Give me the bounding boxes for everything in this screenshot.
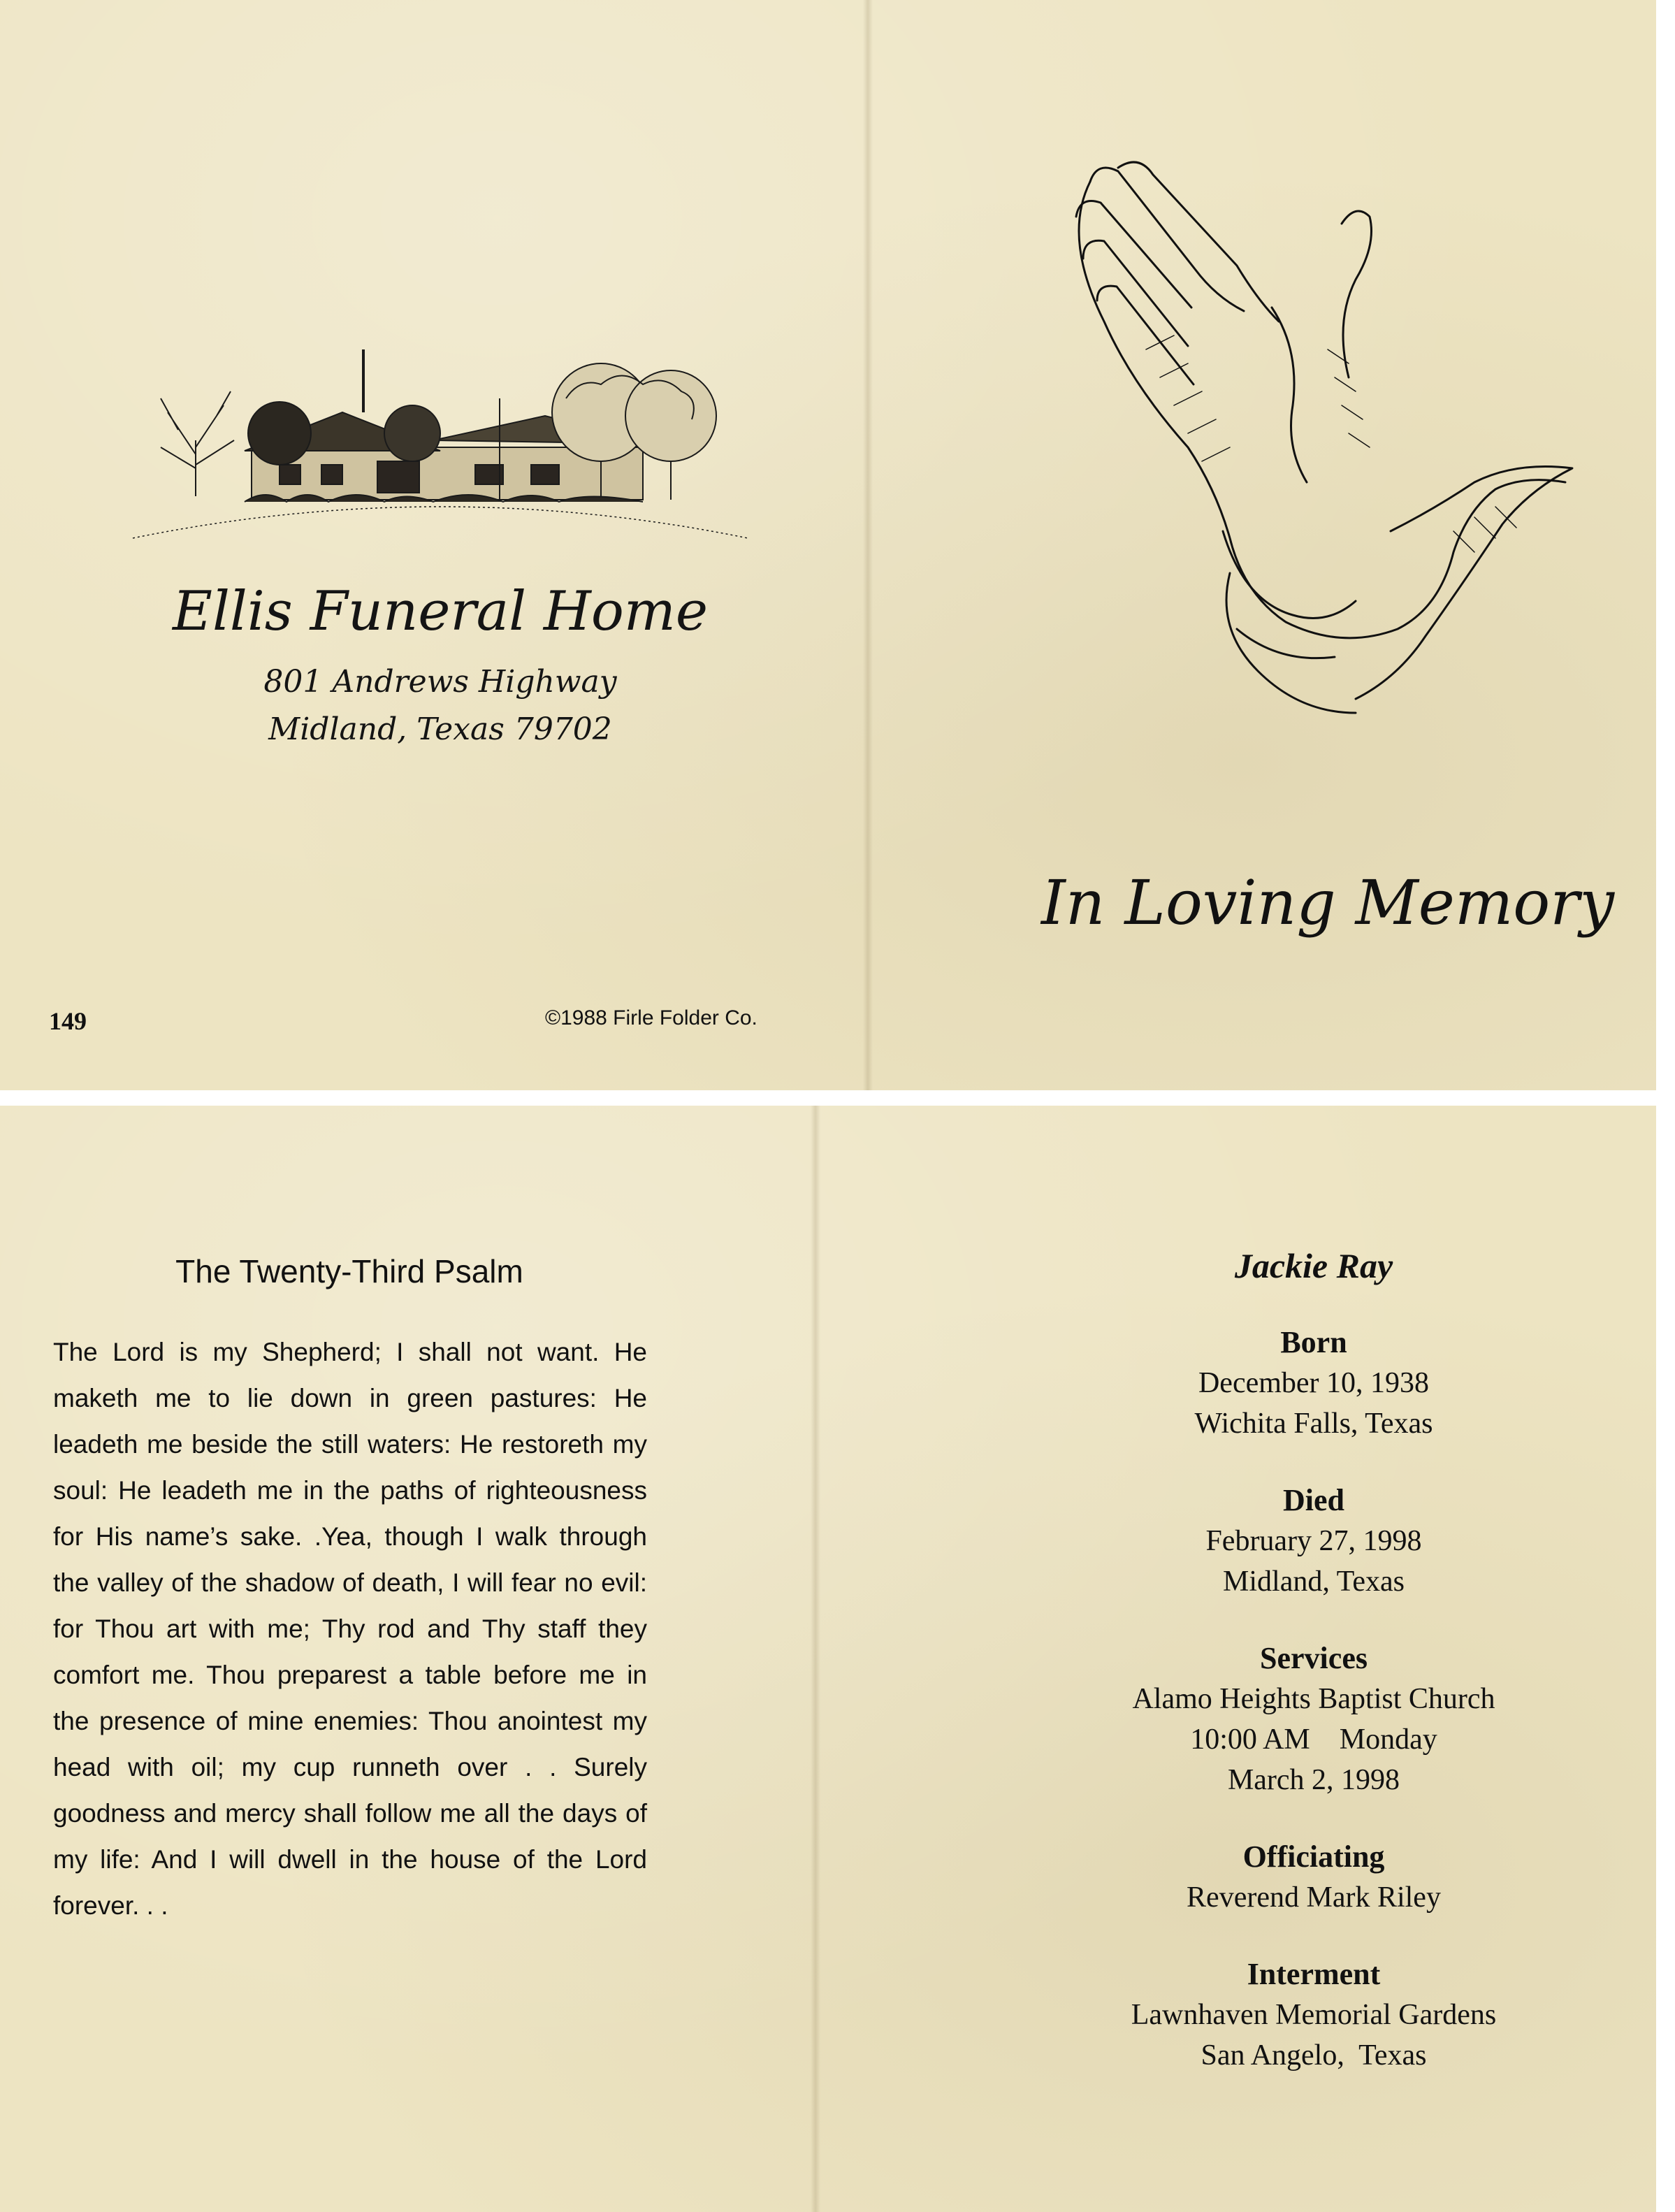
officiant-name: Reverend Mark Riley xyxy=(1187,1881,1441,1914)
in-loving-memory-title: In Loving Memory xyxy=(1040,867,1615,939)
funeral-home-city: Midland, Texas 79702 xyxy=(268,711,612,747)
officiating-heading: Officiating xyxy=(1242,1839,1385,1874)
birth-date: December 10, 1938 xyxy=(1198,1367,1430,1399)
services-time: 10:00 AM Monday xyxy=(1190,1723,1437,1756)
services-location: Alamo Heights Baptist Church xyxy=(1132,1683,1495,1715)
folder-inside-sheet xyxy=(0,1106,1656,2212)
psalm-title: The Twenty-Third Psalm xyxy=(175,1253,523,1289)
death-place: Midland, Texas xyxy=(1223,1566,1405,1598)
interment-place: Lawnhaven Memorial Gardens xyxy=(1131,1999,1497,2031)
folder-outside-sheet xyxy=(0,0,1656,1090)
interment-city: San Angelo, Texas xyxy=(1201,2039,1427,2072)
deceased-name: Jackie Ray xyxy=(1234,1246,1393,1285)
form-number: 149 xyxy=(49,1007,87,1035)
fold-crease xyxy=(811,1106,820,2212)
born-section xyxy=(1034,1322,1593,1444)
services-date: March 2, 1998 xyxy=(1227,1764,1400,1796)
interment-section xyxy=(1034,1954,1593,2076)
officiating-section xyxy=(1034,1837,1593,1918)
born-heading: Born xyxy=(1280,1325,1347,1359)
died-heading: Died xyxy=(1283,1483,1344,1517)
funeral-home-illustration xyxy=(112,335,769,545)
services-section xyxy=(1034,1638,1593,1800)
funeral-home-address: 801 Andrews Highway xyxy=(263,664,617,700)
obituary-details xyxy=(1034,1245,1593,2112)
birth-place: Wichita Falls, Texas xyxy=(1194,1408,1433,1440)
died-section xyxy=(1034,1480,1593,1602)
funeral-home-name: Ellis Funeral Home xyxy=(173,580,708,643)
copyright-notice: ©1988 Firle Folder Co. xyxy=(545,1006,757,1029)
death-date: February 27, 1998 xyxy=(1205,1525,1422,1557)
fold-crease xyxy=(863,0,873,1090)
psalm-text: The Lord is my Shepherd; I shall not want. He maketh me to lie down in green pastures: He leadeth me beside the still waters: He restoreth my soul: He leadeth me in the paths of righteousness for His name’s sake. .Yea, though I walk through the valley of the shadow of death, I will fear no evil: for Thou art with me; Thy rod and Thy staff they comfort me. Thou preparest a table before me in the presence of mine enemies: Thou anointest my head with oil; my cup runneth over . . Surely goodness and mercy shall follow me all the days of my life: And I will dwell in the house of the Lord forever. . . xyxy=(53,1338,647,1920)
services-heading: Services xyxy=(1260,1641,1368,1675)
interment-heading: Interment xyxy=(1247,1957,1381,1991)
praying-hands-illustration xyxy=(1062,140,1621,769)
